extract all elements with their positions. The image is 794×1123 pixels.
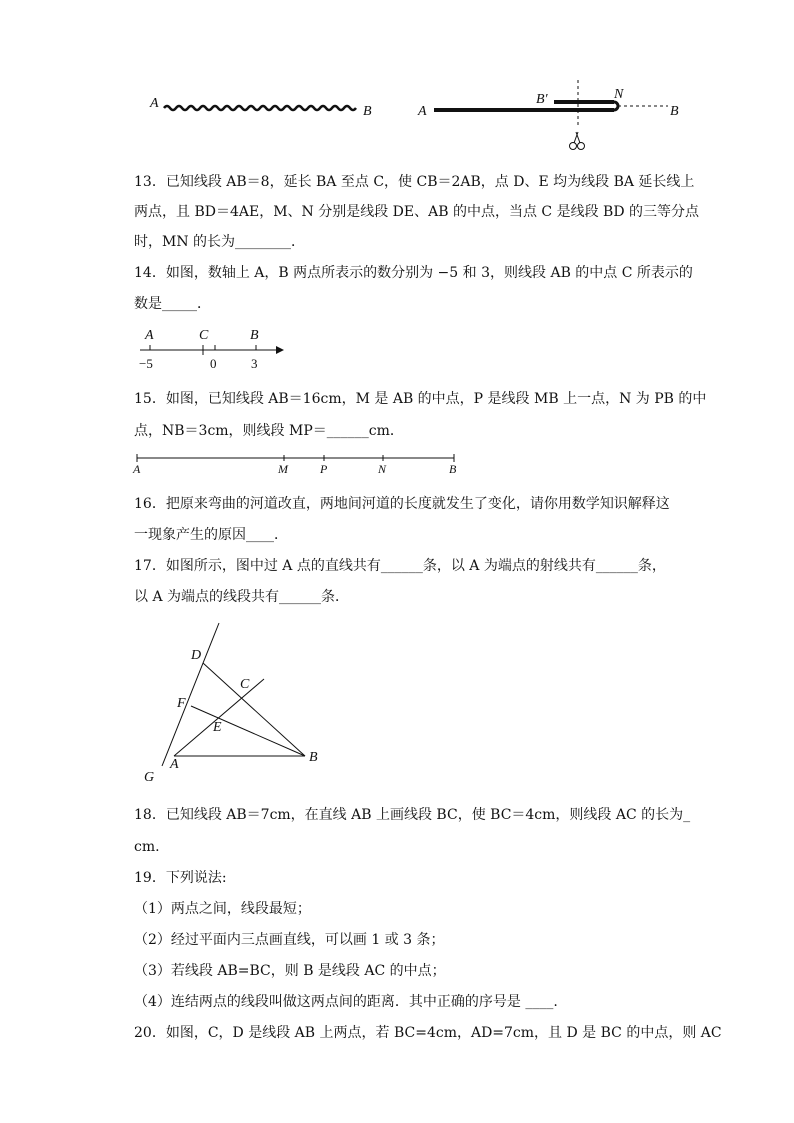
geo-label-d: D: [191, 648, 202, 663]
q14-line-2: 数是_____．: [134, 296, 211, 312]
fold-label-a: A: [418, 104, 427, 119]
q13-line-2: 两点，且 BD＝4AE，M、N 分别是线段 DE、AB 的中点，当点 C 是线段 BD 的三等分点: [134, 204, 700, 220]
geo-label-e: E: [213, 720, 222, 735]
wavy-river-line: [162, 98, 362, 118]
geo-label-a: A: [170, 757, 179, 772]
numline-num-a: −5: [139, 356, 153, 371]
q17-line-2: 以 A 为端点的线段共有______条．: [134, 589, 350, 605]
fold-label-n: N: [614, 87, 624, 102]
numline-num-b: 3: [251, 356, 258, 371]
fold-label-b: B: [670, 104, 679, 119]
numline-label-c: C: [199, 328, 209, 343]
scissors-icon: [566, 130, 590, 154]
q19-item-1: （1）两点之间，线段最短；: [134, 901, 311, 917]
wavy-label-a: A: [150, 96, 159, 111]
q16-line-2: 一现象产生的原因____．: [134, 527, 288, 543]
q13-line-3: 时，MN 的长为________．: [134, 234, 306, 250]
geo-label-f: F: [177, 696, 186, 711]
wavy-label-b: B: [363, 104, 372, 119]
q16-line-1: 16．把原来弯曲的河道改直，两地间河道的长度就发生了变化，请你用数学知识解释这: [134, 496, 670, 512]
segment-ab: [133, 451, 463, 465]
numline-num-0: 0: [210, 356, 217, 371]
geo-label-b: B: [309, 750, 318, 765]
q17-line-1: 17．如图所示，图中过 A 点的直线共有______条，以 A 为端点的射线共有______条，: [134, 558, 666, 574]
q13-line-1: 13．已知线段 AB＝8，延长 BA 至点 C，使 CB＝2AB，点 D、E 均为线段 BA 延长线上: [134, 174, 695, 190]
segment-label-m: M: [278, 462, 288, 476]
q14-line-1: 14．如图，数轴上 A，B 两点所表示的数分别为 −5 和 3，则线段 AB 的中点 C 所表示的: [134, 265, 693, 281]
segment-label-b: B: [449, 462, 457, 476]
geo-label-g: G: [144, 770, 155, 785]
segment-label-n: N: [378, 462, 387, 476]
segment-label-p: P: [320, 462, 328, 476]
fold-label-b-prime: B′: [536, 92, 548, 107]
q15-line-2: 点，NB＝3cm，则线段 MP＝______cm．: [134, 423, 404, 439]
q19-item-4: （4）连结两点的线段叫做这两点间的距离．其中正确的序号是 ____.: [134, 994, 558, 1010]
q18-line-1: 18．已知线段 AB＝7cm，在直线 AB 上画线段 BC，使 BC＝4cm，则线段 AC 的长为_: [134, 807, 691, 823]
q19-line-1: 19．下列说法:: [134, 870, 227, 886]
numline-label-b: B: [250, 328, 259, 343]
number-line-axis: [138, 340, 298, 360]
q19-item-3: （3）若线段 AB=BC，则 B 是线段 AC 的中点；: [134, 963, 446, 979]
q18-line-2: cm.: [134, 839, 160, 855]
q19-item-2: （2）经过平面内三点画直线，可以画 1 或 3 条；: [134, 932, 445, 948]
q20-line-1: 20．如图，C，D 是线段 AB 上两点，若 BC=4cm，AD=7cm，且 D 是 BC 的中点，则 AC: [134, 1025, 722, 1041]
numline-label-a: A: [145, 328, 154, 343]
segment-label-a: A: [133, 462, 141, 476]
q15-line-1: 15．如图，已知线段 AB＝16cm，M 是 AB 的中点，P 是线段 MB 上一点，N 为 PB 的中: [134, 391, 707, 407]
geo-label-c: C: [240, 677, 250, 692]
